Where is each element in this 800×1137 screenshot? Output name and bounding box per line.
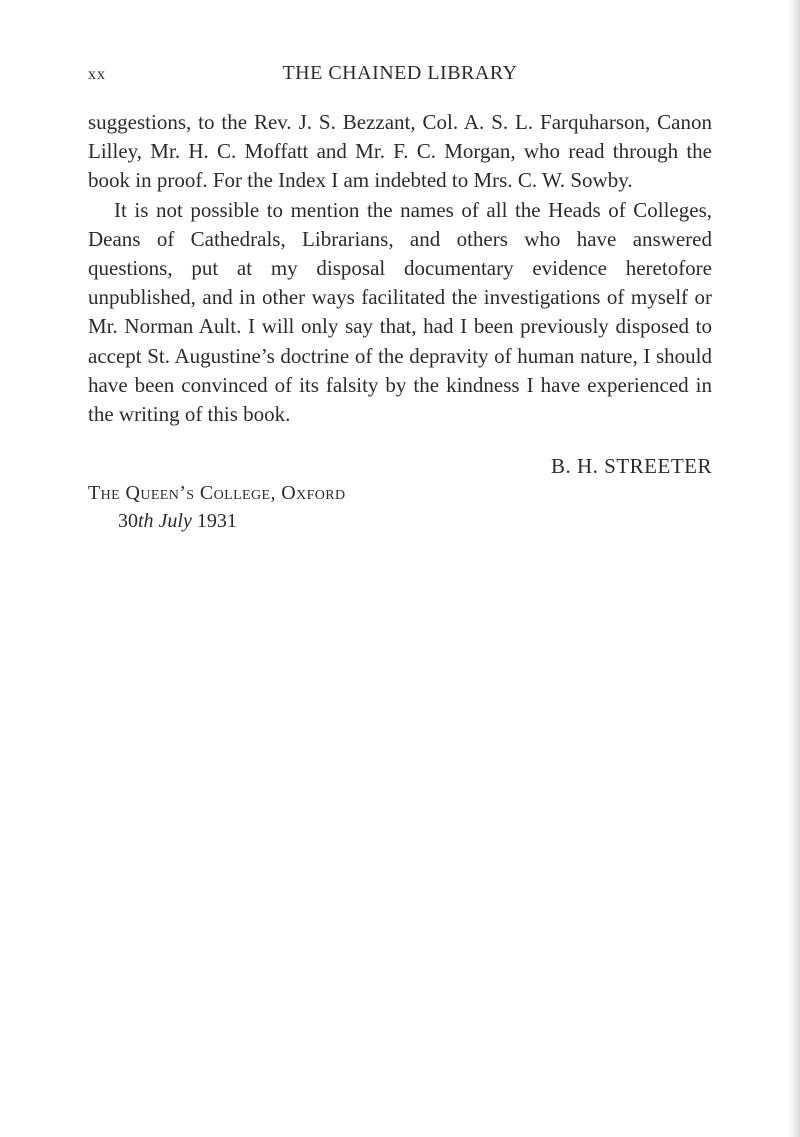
page-number: xx <box>88 66 106 83</box>
place-line: The Queen’s College, Oxford <box>88 482 346 504</box>
author-signature: B. H. STREETER <box>550 454 712 478</box>
paragraph-acknowledgements: suggestions, to the Rev. J. S. Bezzant, Col. A. S. L. Farquharson, Canon Lilley, Mr. H. C. Moffatt and Mr. F. C. Morgan, who read through the book in proof. For the Index I am indebted to Mrs. C. W. Sowby. <box>88 110 712 193</box>
date-year: 1931 <box>196 510 237 532</box>
date-month: th July <box>138 510 192 532</box>
running-title: THE CHAINED LIBRARY <box>282 62 518 84</box>
date-line <box>118 510 237 533</box>
page-edge-shadow <box>788 0 800 1137</box>
paragraph-gratitude: It is not possible to mention the names of all the Heads of Colleges, Deans of Cathedrals, Librarians, and others who have answered questions, put at my disposal documentary evidence heretofore unpublished, and in other ways facilitated the investigations of myself or Mr. Norman Ault. I will only say that, had I been previously disposed to accept St. Augustine’s doctrine of the depravity of human nature, I should have been convinced of its falsity by the kindness I have experienced in the writing of this book. <box>88 197 712 427</box>
date-day: 30 <box>118 510 138 532</box>
running-header <box>88 62 712 92</box>
body-text <box>88 108 712 429</box>
